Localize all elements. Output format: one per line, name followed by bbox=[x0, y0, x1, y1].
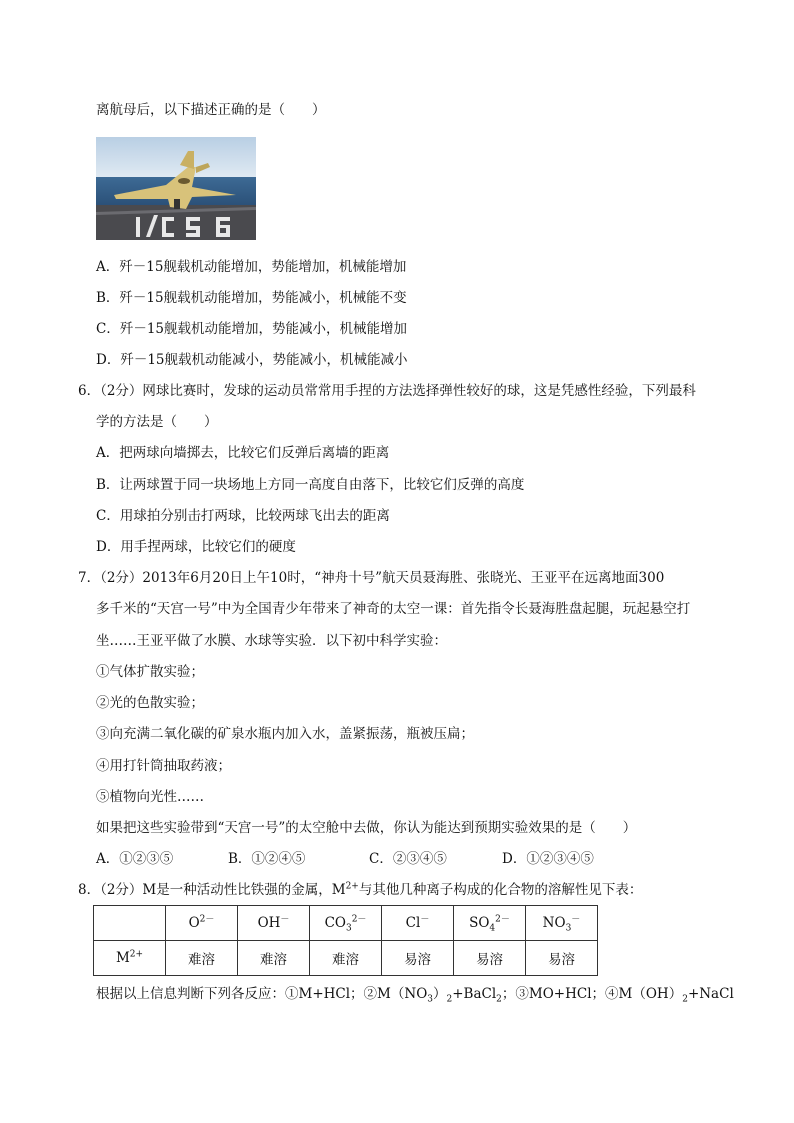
aircraft-carrier-jet-photo bbox=[96, 137, 256, 240]
table-header-row bbox=[94, 906, 598, 941]
question-6-line-1: 6．（2分）网球比赛时，发球的运动员常常用手捏的方法选择弹性较好的球，这是凭感性经验，下列最科 bbox=[78, 383, 696, 399]
table-header-cell: $O^{2-}$ bbox=[166, 906, 238, 941]
table-row bbox=[94, 941, 598, 976]
table-header-cell: $CO_3^{2-}$ bbox=[310, 906, 382, 941]
table-cell: 难溶 bbox=[238, 941, 310, 976]
q7-option-c: C．②③④⑤ bbox=[369, 851, 447, 867]
question-7-line-2: 多千米的“天宫一号”中为全国青少年带来了神奇的太空一课：首先指令长聂海胜盘起腿，玩起悬空打 bbox=[96, 601, 691, 617]
q5-option-a: A．歼－15舰载机动能增加，势能增加，机械能增加 bbox=[96, 259, 407, 275]
table-cell: 难溶 bbox=[166, 941, 238, 976]
q5-option-c: C．歼－15舰载机动能增加，势能减小，机械能增加 bbox=[96, 321, 408, 337]
question-7-line-1: 7．（2分）2013年6月20日上午10时，“神舟十号”航天员聂海胜、张晓光、王亚平在远离地面300 bbox=[78, 570, 665, 586]
q6-option-a: A．把两球向墙掷去，比较它们反弹后离墙的距离 bbox=[96, 445, 390, 461]
q7-item-3: ③向充满二氧化碳的矿泉水瓶内加入水，盖紧振荡，瓶被压扁； bbox=[96, 726, 474, 742]
table-cell: 难溶 bbox=[310, 941, 382, 976]
table-header-cell: $SO_4^{2-}$ bbox=[454, 906, 526, 941]
table-header-cell: OH－ bbox=[238, 906, 310, 941]
q7-item-1: ①气体扩散实验； bbox=[96, 664, 204, 680]
q7-item-5: ⑤植物向光性…… bbox=[96, 789, 204, 805]
q7-item-4: ④用打针筒抽取药液； bbox=[96, 758, 231, 774]
q6-option-d: D．用手捏两球，比较它们的硬度 bbox=[96, 539, 296, 555]
question-6-line-2: 学的方法是（ ） bbox=[96, 414, 218, 430]
q7-option-d: D．①②③④⑤ bbox=[502, 851, 594, 867]
table-header-cell: Cl－ bbox=[382, 906, 454, 941]
q7-option-a: A．①②③⑤ bbox=[96, 851, 174, 867]
q7-option-b: B．①②④⑤ bbox=[228, 851, 306, 867]
question-8-line-1: 8．（2分）M是一种活动性比铁强的金属，$M^{2+}$与其他几种离子构成的化合物的溶解性见下表： bbox=[78, 881, 643, 898]
q6-option-c: C．用球拍分别击打两球，比较两球飞出去的距离 bbox=[96, 508, 390, 524]
question-7-line-3: 坐……王亚平做了水膜、水球等实验．以下初中科学实验： bbox=[96, 633, 447, 649]
table-row-label: $M^{2+}$ bbox=[94, 941, 166, 976]
q5-option-b: B．歼－15舰载机动能增加，势能减小，机械能不变 bbox=[96, 290, 407, 306]
solubility-table bbox=[93, 905, 598, 976]
table-cell: 易溶 bbox=[382, 941, 454, 976]
table-corner-cell bbox=[94, 906, 166, 941]
q6-option-b: B．让两球置于同一块场地上方同一高度自由落下，比较它们反弹的高度 bbox=[96, 477, 525, 493]
q7-question: 如果把这些实验带到“天宫一号”的太空舱中去做，你认为能达到预期实验效果的是（ ） bbox=[96, 820, 637, 836]
table-header-cell: $NO_3^-$ bbox=[526, 906, 598, 941]
question-5-stem-tail: 离航母后，以下描述正确的是（ ） bbox=[96, 102, 326, 118]
q7-item-2: ②光的色散实验； bbox=[96, 695, 204, 711]
table-cell: 易溶 bbox=[526, 941, 598, 976]
question-8-reactions: 根据以上信息判断下列各反应：①M+HCl；$②M(NO_3)_2+BaCl_2$；③MO+HCl；$④M(OH)_2+NaCl$ bbox=[96, 986, 734, 1005]
jet-photo-image bbox=[96, 137, 256, 240]
q5-option-d: D．歼－15舰载机动能减小，势能减小，机械能减小 bbox=[96, 352, 408, 368]
table-cell: 易溶 bbox=[454, 941, 526, 976]
